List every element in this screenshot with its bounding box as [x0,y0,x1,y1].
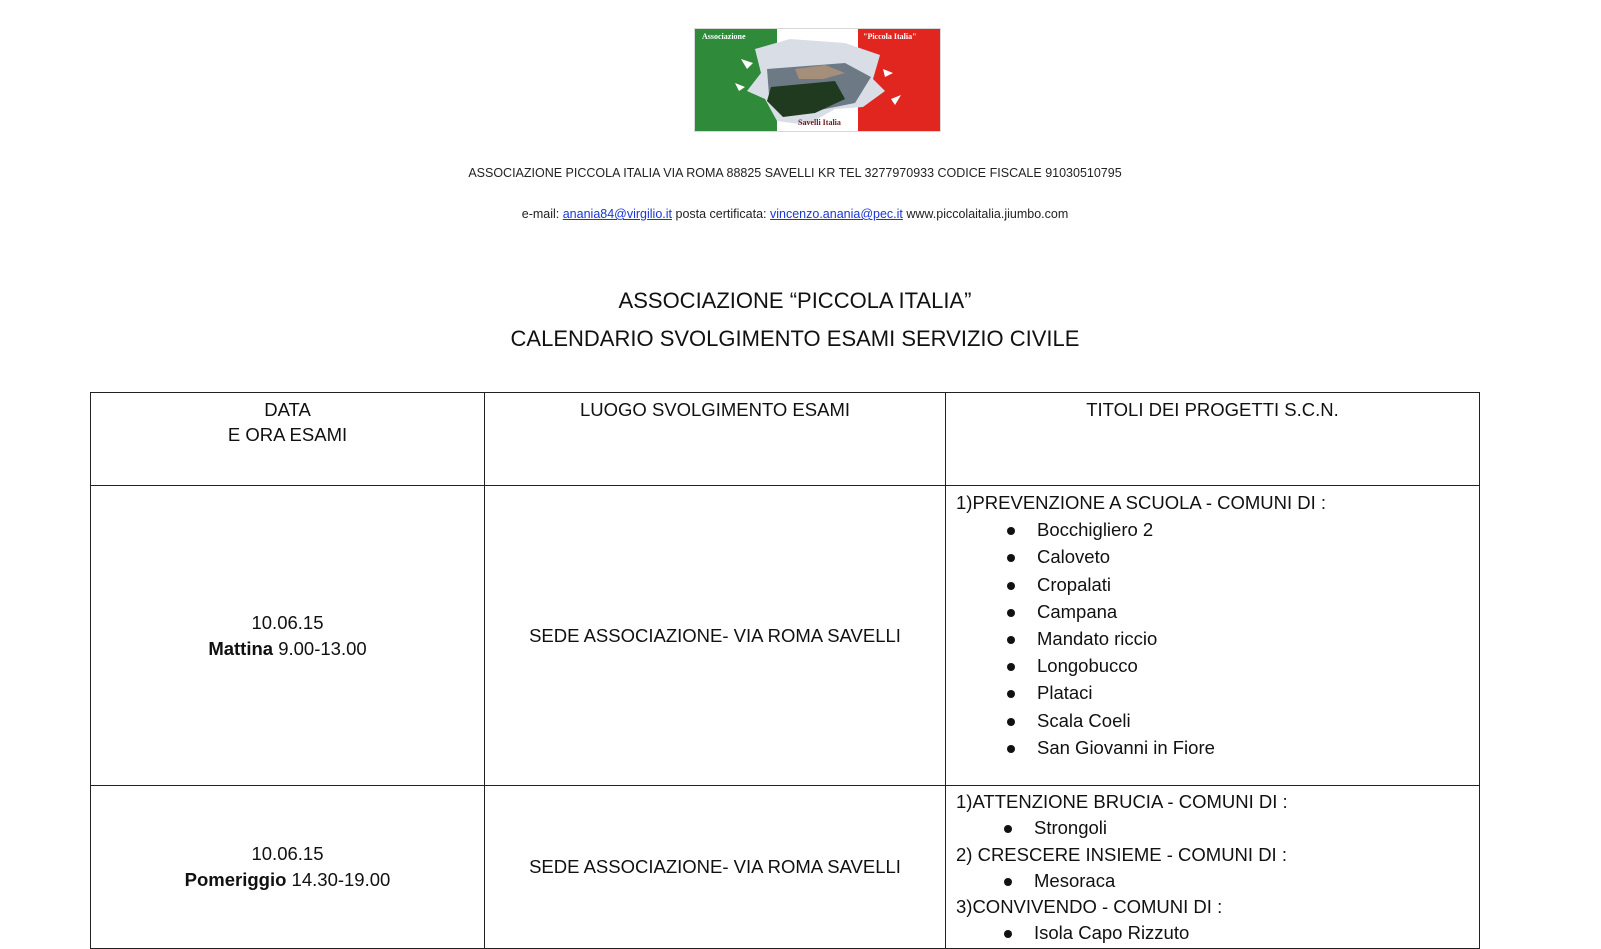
row2-project2-towns [956,868,1479,894]
list-item: Mesoraca [956,868,1479,894]
logo-text-savelli: Savelli Italia [798,118,841,127]
row2-date: 10.06.15 [251,843,324,864]
header-date-line1: DATA [264,399,311,420]
header-date-cell [90,392,485,486]
row1-project1-towns [956,516,1479,761]
header-place-cell [484,392,946,486]
list-item: Mandato riccio [956,625,1479,652]
header-projects: TITOLI DEI PROGETTI S.C.N. [1086,399,1339,420]
row1-date-cell [90,485,485,786]
row1-project1-title: 1)PREVENZIONE A SCUOLA - COMUNI DI : [956,492,1327,513]
row2-project3-title: 3)CONVIVENDO - COMUNI DI : [956,896,1223,918]
list-item: Campana [956,598,1479,625]
list-item: Scala Coeli [956,707,1479,734]
row1-session: Mattina [208,637,274,659]
list-item: Isola Capo Rizzuto [956,920,1479,946]
list-item: Caloveto [956,543,1479,570]
row1-date: 10.06.15 [251,611,324,633]
list-item: Strongoli [956,815,1479,841]
row1-place-cell [484,485,946,786]
pec-label: posta certificata: [672,207,770,221]
email-label: e-mail: [521,207,563,221]
row2-place-cell [484,785,946,949]
row1-time: 9.00-13.00 [273,637,367,659]
row2-date-cell [90,785,485,949]
logo-text-nazionale: Nazionale [795,32,829,41]
row2-place: SEDE ASSOCIAZIONE- VIA ROMA SAVELLI [529,856,901,877]
list-item: Longobucco [956,652,1479,679]
list-item: Cropalati [956,571,1479,598]
document-title: ASSOCIAZIONE “PICCOLA ITALIA” [618,288,972,313]
row2-time: 14.30-19.00 [286,869,391,890]
row2-project2-title: 2) CRESCERE INSIEME - COMUNI DI : [956,843,1287,865]
header-projects-cell [945,392,1480,486]
list-item: Bocchigliero 2 [956,516,1479,543]
list-item: San Giovanni in Fiore [956,734,1479,761]
row2-projects-cell [945,785,1480,949]
row1-projects-cell [945,485,1480,786]
association-logo [695,29,940,131]
list-item: Plataci [956,679,1479,706]
row2-project1-towns [956,815,1479,841]
document-subtitle: CALENDARIO SVOLGIMENTO ESAMI SERVIZIO CIVILE [510,326,1080,351]
logo-text-associazione: Associazione [702,32,746,41]
address-line: ASSOCIAZIONE PICCOLA ITALIA VIA ROMA 88825 SAVELLI KR TEL 3277970933 CODICE FISCALE 91030510795 [468,166,1122,180]
logo-flag-graphic [695,29,940,131]
website-text: www.piccolaitalia.jiumbo.com [902,207,1069,221]
header-place: LUOGO SVOLGIMENTO ESAMI [579,399,851,420]
contact-line [0,207,1590,221]
row2-project1-title: 1)ATTENZIONE BRUCIA - COMUNI DI : [956,791,1288,812]
logo-text-piccola-italia: "Piccola Italia" [863,32,917,41]
row1-place: SEDE ASSOCIAZIONE- VIA ROMA SAVELLI [529,624,901,646]
row2-project3-towns [956,920,1479,946]
header-date-line2: E ORA ESAMI [227,424,348,445]
pec-link[interactable]: vincenzo.anania@pec.it [769,207,903,221]
email-link[interactable]: anania84@virgilio.it [562,207,673,221]
row2-session: Pomeriggio [184,869,287,890]
